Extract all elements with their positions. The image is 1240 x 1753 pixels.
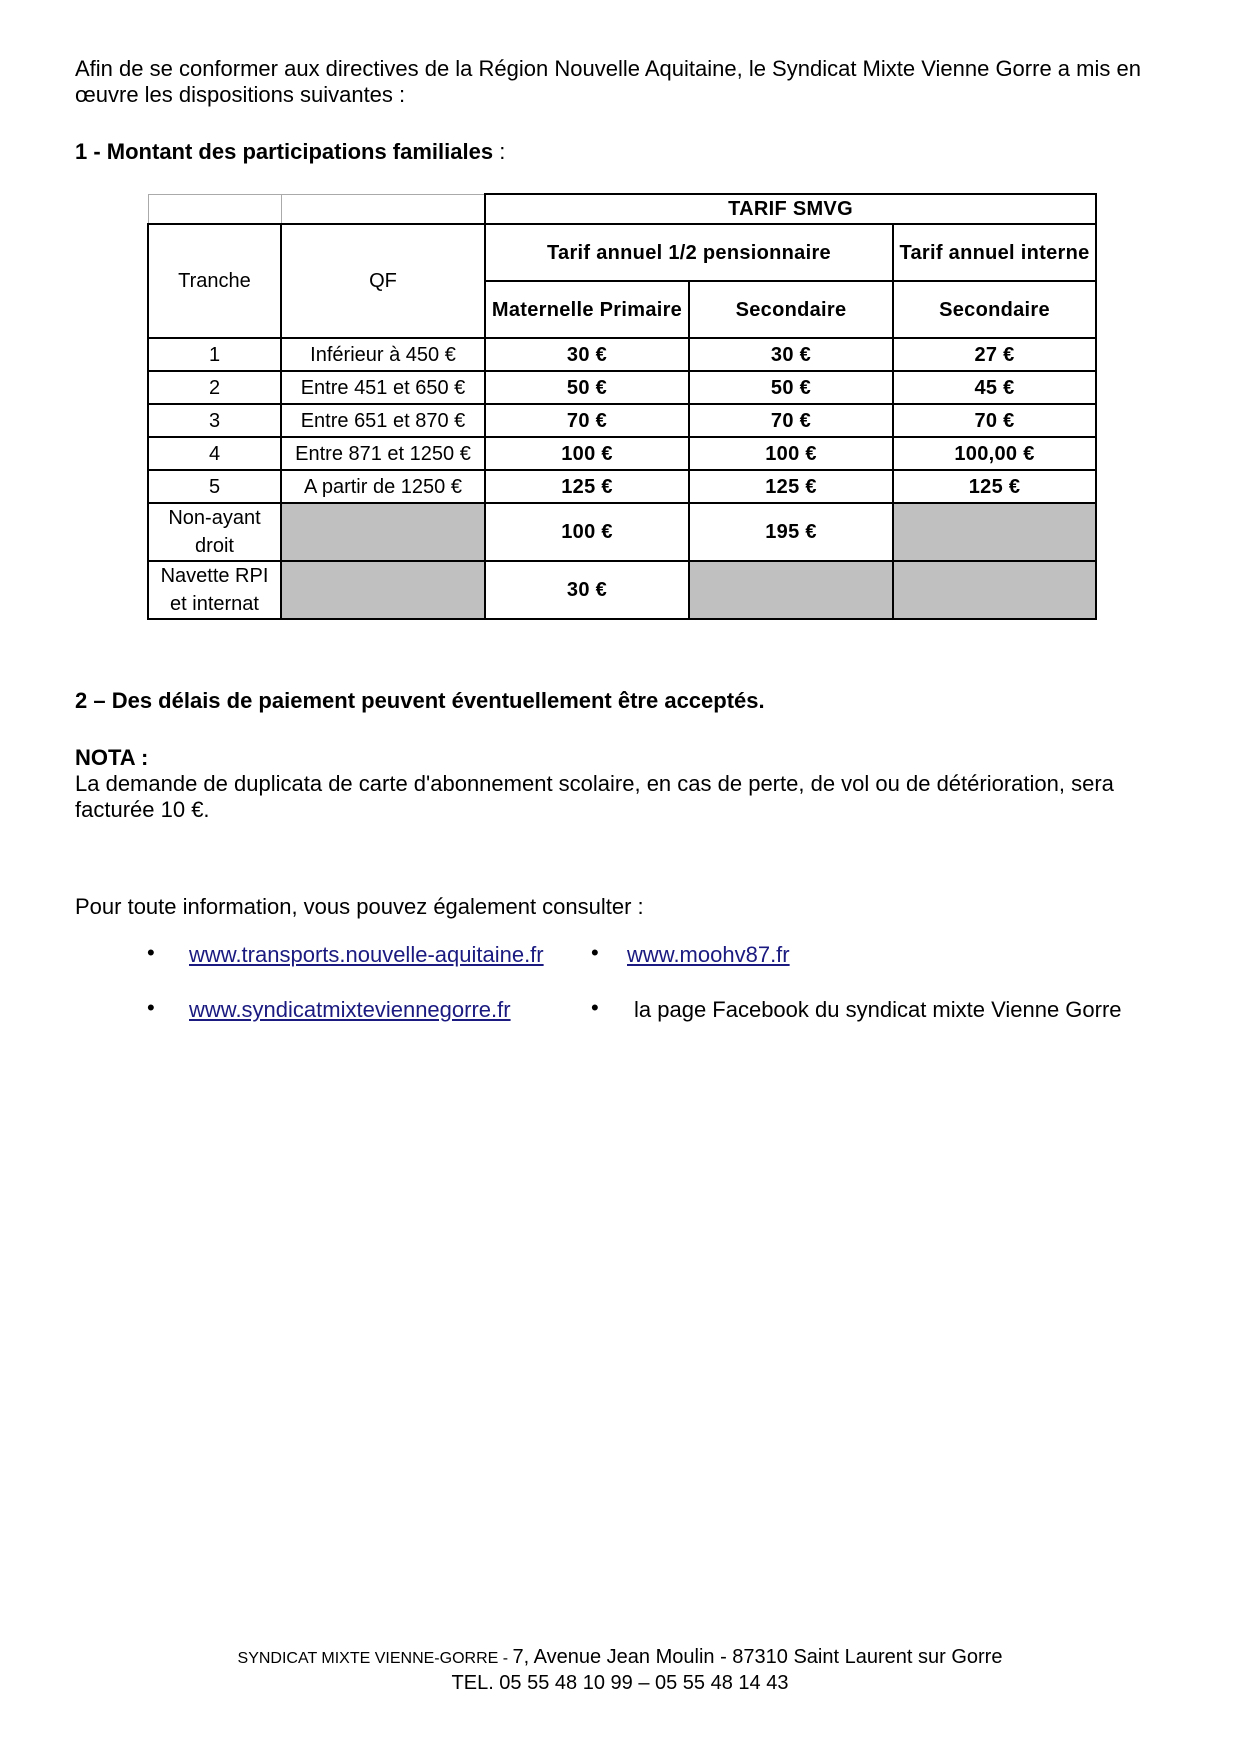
bullet: • xyxy=(591,940,599,965)
nota-title: NOTA : xyxy=(75,745,149,770)
table-row xyxy=(148,371,1096,404)
group-header-interne: Tarif annuel interne xyxy=(893,224,1096,281)
qf-cell: Entre 871 et 1250 € xyxy=(281,437,485,470)
group-header-demi-pension: Tarif annuel 1/2 pensionnaire xyxy=(485,224,893,281)
link-moohv87[interactable]: www.moohv87.fr xyxy=(627,942,790,967)
table-title-row xyxy=(148,194,1096,224)
table-row xyxy=(148,437,1096,470)
qf-cell: Entre 651 et 870 € xyxy=(281,404,485,437)
empty-cell xyxy=(148,194,281,224)
qf-cell: Entre 451 et 650 € xyxy=(281,371,485,404)
sub-header-maternelle: Maternelle Primaire xyxy=(485,281,689,338)
section-1-heading xyxy=(75,139,1175,165)
interne-cell: 45 € xyxy=(893,371,1096,404)
bullet: • xyxy=(591,995,599,1020)
footer-address-line xyxy=(0,1645,1240,1671)
empty-grey-cell xyxy=(689,561,893,619)
table-row-navette xyxy=(148,561,1096,619)
footer-org: SYNDICAT MIXTE VIENNE-GORRE - xyxy=(237,1650,513,1667)
secondaire-cell: 195 € xyxy=(689,503,893,561)
tranche-cell: 5 xyxy=(148,470,281,503)
bullet: • xyxy=(147,995,155,1020)
table-header-row xyxy=(148,224,1096,281)
table-row xyxy=(148,470,1096,503)
navette-label: Navette RPI et internat xyxy=(148,561,281,619)
secondaire-cell: 30 € xyxy=(689,338,893,371)
section-2-heading: 2 – Des délais de paiement peuvent éventuellement être acceptés. xyxy=(75,688,765,713)
page-footer xyxy=(0,1645,1240,1696)
bullet: • xyxy=(147,940,155,965)
tranche-cell: 3 xyxy=(148,404,281,437)
nota-text: La demande de duplicata de carte d'abonnement scolaire, en cas de perte, de vol ou de détérioration, sera facturée 10 €. xyxy=(75,771,1114,822)
table-row xyxy=(148,404,1096,437)
tranche-cell: 1 xyxy=(148,338,281,371)
interne-cell: 100,00 € xyxy=(893,437,1096,470)
section-1-suffix: : xyxy=(493,139,506,164)
table-row xyxy=(148,338,1096,371)
info-paragraph: Pour toute information, vous pouvez également consulter : xyxy=(75,894,644,919)
link-syndicat[interactable]: www.syndicatmixteviennegorre.fr xyxy=(189,997,511,1022)
maternelle-cell: 100 € xyxy=(485,503,689,561)
maternelle-cell: 100 € xyxy=(485,437,689,470)
interne-cell: 125 € xyxy=(893,470,1096,503)
interne-cell: 27 € xyxy=(893,338,1096,371)
maternelle-cell: 30 € xyxy=(485,338,689,371)
footer-address: 7, Avenue Jean Moulin - 87310 Saint Laurent sur Gorre xyxy=(512,1646,1003,1668)
qf-cell: Inférieur à 450 € xyxy=(281,338,485,371)
col-header-tranche: Tranche xyxy=(148,224,281,338)
empty-grey-cell xyxy=(281,503,485,561)
tranche-cell: 4 xyxy=(148,437,281,470)
qf-cell: A partir de 1250 € xyxy=(281,470,485,503)
table-row-non-ayant-droit xyxy=(148,503,1096,561)
sub-header-secondaire: Secondaire xyxy=(689,281,893,338)
secondaire-cell: 70 € xyxy=(689,404,893,437)
facebook-text: la page Facebook du syndicat mixte Vienne Gorre xyxy=(634,997,1122,1022)
sub-header-secondaire-interne: Secondaire xyxy=(893,281,1096,338)
secondaire-cell: 50 € xyxy=(689,371,893,404)
tarif-title: TARIF SMVG xyxy=(485,194,1096,224)
empty-grey-cell xyxy=(893,503,1096,561)
interne-cell: 70 € xyxy=(893,404,1096,437)
maternelle-cell: 50 € xyxy=(485,371,689,404)
empty-cell xyxy=(281,194,485,224)
tarif-table xyxy=(147,193,1097,620)
tranche-cell: 2 xyxy=(148,371,281,404)
empty-grey-cell xyxy=(893,561,1096,619)
link-transports[interactable]: www.transports.nouvelle-aquitaine.fr xyxy=(189,942,544,967)
section-1-title: 1 - Montant des participations familiales xyxy=(75,139,494,164)
secondaire-cell: 125 € xyxy=(689,470,893,503)
maternelle-cell: 30 € xyxy=(485,561,689,619)
maternelle-cell: 125 € xyxy=(485,470,689,503)
secondaire-cell: 100 € xyxy=(689,437,893,470)
col-header-qf: QF xyxy=(281,224,485,338)
non-ayant-droit-label: Non-ayant droit xyxy=(148,503,281,561)
empty-grey-cell xyxy=(281,561,485,619)
intro-paragraph: Afin de se conformer aux directives de la Région Nouvelle Aquitaine, le Syndicat Mixte Vienne Gorre a mis en œuvre les dispositions suivantes : xyxy=(75,56,1141,107)
maternelle-cell: 70 € xyxy=(485,404,689,437)
footer-tel: TEL. 05 55 48 10 99 – 05 55 48 14 43 xyxy=(451,1672,789,1694)
